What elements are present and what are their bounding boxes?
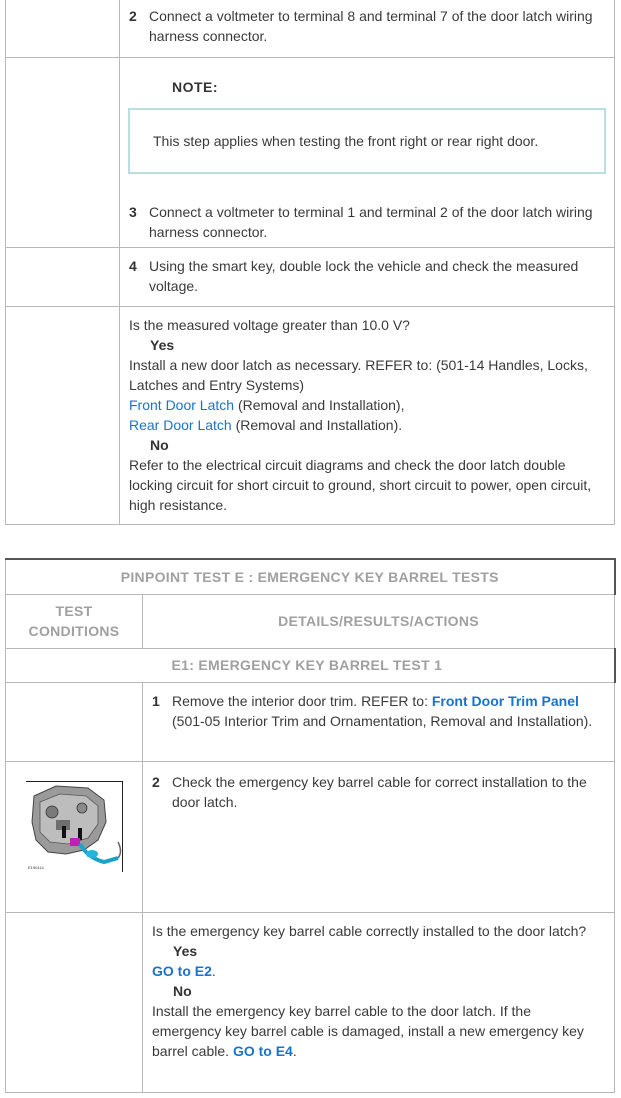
- conditions-cell: [6, 682, 143, 761]
- step-number: 1: [152, 692, 160, 709]
- step-number: 2: [129, 8, 137, 24]
- step-cell: [120, 248, 615, 307]
- step-text: Connect a voltmeter to terminal 1 and terminal 2 of the door latch wiring harness connector.: [149, 204, 593, 240]
- conditions-cell: [6, 58, 120, 248]
- yes-label: Yes: [173, 942, 198, 959]
- latch-drawing: [26, 782, 123, 873]
- step-number: 4: [129, 258, 137, 274]
- step-number: 3: [129, 204, 137, 220]
- note-box: [128, 108, 606, 174]
- link-suffix: .: [292, 1042, 297, 1059]
- result-question: Is the emergency key barrel cable correctly installed to the door latch?: [152, 922, 587, 939]
- step-text: Connect a voltmeter to terminal 8 and terminal 7 of the door latch wiring harness connector.: [149, 8, 593, 44]
- go-to-e4-link[interactable]: GO to E4: [232, 1042, 293, 1059]
- step-text: Remove the interior door trim. REFER to:: [172, 692, 432, 709]
- test-table-d: [5, 0, 615, 525]
- go-to-e2-link[interactable]: GO to E2: [152, 962, 212, 979]
- step-4: [120, 248, 614, 296]
- conditions-cell: [6, 761, 143, 912]
- no-label: No: [173, 982, 192, 999]
- step-text-after: (501-05 Interior Trim and Ornamentation, Removal and Installation).: [172, 712, 593, 729]
- note-text: This step applies when testing the front right or rear right door.: [153, 133, 539, 149]
- step-cell: [120, 58, 615, 248]
- result-cell: [143, 912, 615, 1092]
- rear-door-latch-link[interactable]: Rear Door Latch: [129, 417, 232, 433]
- step-1: [143, 683, 614, 731]
- yes-text: Install a new door latch as necessary. REFER to: (501-14 Handles, Locks, Latches and Entry Systems): [129, 357, 588, 393]
- step-cell: [143, 682, 615, 761]
- step-3: [120, 174, 614, 242]
- step-text: Check the emergency key barrel cable for correct installation to the door latch.: [172, 773, 587, 810]
- conditions-cell: [6, 912, 143, 1092]
- front-door-latch-link[interactable]: Front Door Latch: [129, 397, 235, 413]
- image-caption: E190114: [28, 864, 44, 870]
- conditions-cell: [6, 307, 120, 525]
- result-cell: [120, 307, 615, 525]
- link-suffix: (Removal and Installation).: [231, 417, 403, 433]
- door-latch-illustration: [26, 781, 123, 872]
- step-cell: [120, 0, 615, 58]
- no-text: Install the emergency key barrel cable to the door latch. If the emergency key barrel cable is damaged, install a new emergency key barrel cable.: [152, 1002, 584, 1059]
- step-text: Using the smart key, double lock the vehicle and check the measured voltage.: [149, 258, 579, 294]
- link-suffix: .: [211, 962, 216, 979]
- table-title: PINPOINT TEST E : EMERGENCY KEY BARREL TESTS: [6, 559, 615, 594]
- no-text: Refer to the electrical circuit diagrams and check the door latch double locking circuit for short circuit to ground, short circuit to power, open circuit, high resistance.: [129, 457, 592, 513]
- front-door-trim-panel-link[interactable]: Front Door Trim Panel: [431, 692, 579, 709]
- col-header-conditions: TEST CONDITIONS: [6, 594, 143, 648]
- link-suffix: (Removal and Installation),: [234, 397, 405, 413]
- test-subtitle: E1: EMERGENCY KEY BARREL TEST 1: [143, 648, 615, 682]
- no-label: No: [150, 437, 169, 453]
- step-cell: [143, 761, 615, 912]
- note-heading: NOTE:: [172, 79, 219, 95]
- result-question: Is the measured voltage greater than 10.0 V?: [129, 317, 410, 333]
- step-number: 2: [152, 773, 160, 790]
- yes-label: Yes: [150, 337, 175, 353]
- conditions-cell: [6, 248, 120, 307]
- col-header-details: DETAILS/RESULTS/ACTIONS: [143, 594, 615, 648]
- step-2: [120, 0, 614, 46]
- step-2: [143, 762, 614, 812]
- conditions-cell: [6, 0, 120, 58]
- pinpoint-test-e-table: [5, 558, 616, 1093]
- subtitle-spacer: [6, 648, 143, 682]
